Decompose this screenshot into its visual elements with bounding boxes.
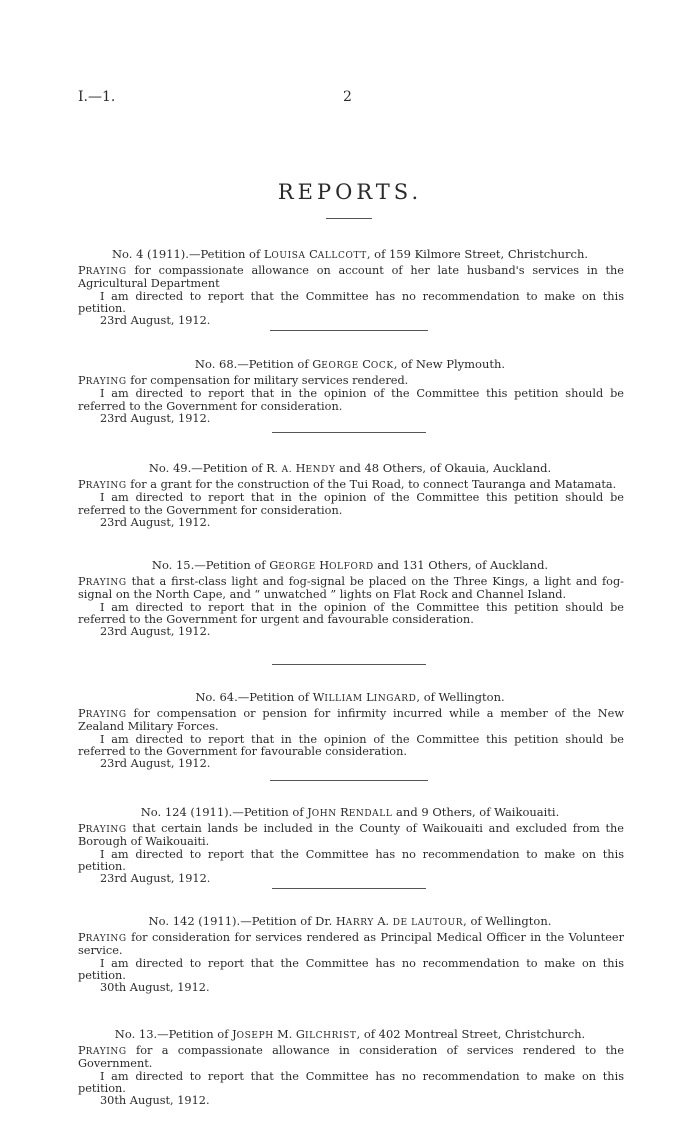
petition-body	[78, 823, 624, 885]
praying-text: PRAYING for a grant for the construction of the Tui Road, to connect Tauranga and Matamata.	[78, 478, 617, 491]
praying-text: PRAYING for compassionate allowance on account of her late husband's services in the Agricultural Department	[78, 264, 624, 291]
petition-heading: No. 124 (1911).—Petition of JOHN RENDALL and 9 Others, of Waikouaiti.	[140, 805, 560, 819]
report-date: 30th August, 1912.	[100, 1094, 210, 1108]
petition-heading: No. 68.—Petition of GEORGE COCK, of New Plymouth.	[194, 357, 506, 371]
report-text: I am directed to report that the Committee has no recommendation to make on this petition.	[78, 1069, 624, 1095]
report-text: I am directed to report that in the opinion of the Committee this petition should be referred to the Government for consideration.	[78, 491, 624, 517]
report-text: I am directed to report that in the opinion of the Committee this petition should be referred to the Government for favourable consideration.	[78, 732, 624, 758]
petition-heading: No. 142 (1911).—Petition of Dr. HARRY A. DE LAUTOUR, of Wellington.	[148, 914, 552, 928]
report-date: 23rd August, 1912.	[100, 757, 211, 771]
petition-body	[78, 479, 624, 529]
petition-heading: No. 4 (1911).—Petition of LOUISA CALLCOTT, of 159 Kilmore Street, Christchurch.	[111, 247, 589, 261]
praying-text: PRAYING for a compassionate allowance in consideration of services rendered to the Government.	[78, 1044, 624, 1071]
report-text: I am directed to report that in the opinion of the Committee this petition should be referred to the Government for consideration.	[78, 387, 624, 413]
praying-text: PRAYING for consideration for services rendered as Principal Medical Officer in the Volunteer service.	[78, 931, 624, 958]
section-rule	[270, 330, 428, 331]
praying-text: PRAYING for compensation or pension for infirmity incurred while a member of the New Zealand Military Forces.	[78, 707, 624, 734]
report-text: I am directed to report that the Committee has no recommendation to make on this petition.	[78, 289, 624, 315]
petition-heading: No. 15.—Petition of GEORGE HOLFORD and 131 Others, of Auckland.	[151, 558, 549, 572]
section-rule	[270, 780, 428, 781]
section-rule	[272, 432, 426, 433]
title-rule	[326, 218, 372, 219]
section-rule	[272, 664, 426, 665]
report-text: I am directed to report that the Committee has no recommendation to make on this petition.	[78, 847, 624, 873]
petition-heading: No. 13.—Petition of JOSEPH M. GILCHRIST, of 402 Montreal Street, Christchurch.	[114, 1027, 586, 1041]
petition-body	[78, 375, 624, 425]
praying-text: PRAYING that a first-class light and fog-signal be placed on the Three Kings, a light and fog-signal on the North Cape, and “ unwatched ” lights on Flat Rock and Channel Island.	[78, 575, 624, 602]
petition-heading: No. 64.—Petition of WILLIAM LINGARD, of Wellington.	[195, 690, 505, 704]
petition-body	[78, 708, 624, 770]
petition-body	[78, 265, 624, 327]
report-text: I am directed to report that the Committee has no recommendation to make on this petition.	[78, 956, 624, 982]
report-text: I am directed to report that in the opinion of the Committee this petition should be referred to the Government for urgent and favourable consideration.	[78, 600, 624, 626]
report-date: 23rd August, 1912.	[100, 515, 211, 529]
page-number: 2	[343, 89, 352, 105]
report-date: 23rd August, 1912.	[100, 625, 211, 639]
report-date: 30th August, 1912.	[100, 981, 210, 995]
report-date: 23rd August, 1912.	[100, 411, 211, 425]
page-reference: I.—1.	[78, 89, 116, 105]
page-title: REPORTS.	[277, 180, 423, 204]
petition-body	[78, 576, 624, 638]
section-rule	[272, 888, 426, 889]
petition-heading: No. 49.—Petition of R. A. HENDY and 48 Others, of Okauia, Auckland.	[148, 461, 552, 475]
praying-text: PRAYING for compensation for military services rendered.	[78, 374, 409, 387]
report-date: 23rd August, 1912.	[100, 872, 211, 886]
petition-body	[78, 932, 624, 994]
praying-text: PRAYING that certain lands be included in the County of Waikouaiti and excluded from the Borough of Waikouaiti.	[78, 822, 624, 849]
petition-body	[78, 1045, 624, 1107]
report-date: 23rd August, 1912.	[100, 314, 211, 328]
